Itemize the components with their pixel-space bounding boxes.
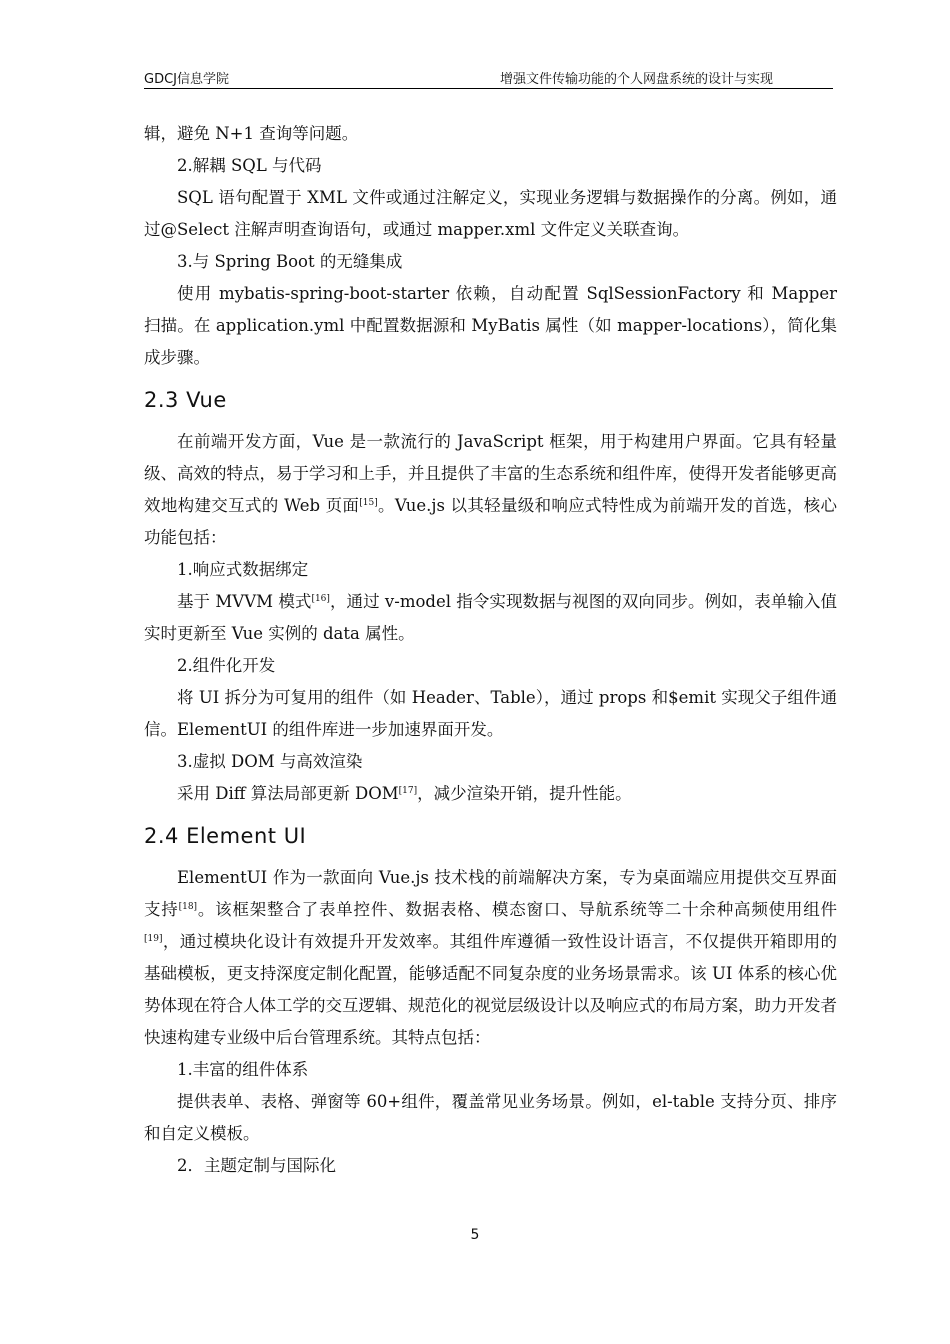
citation-17: [17] (398, 786, 418, 796)
element-text-c: ，通过模块化设计有效提升开发效率。其组件库遵循一致性设计语言，不仅提供开箱即用的基础模板，更支持深度定制化配置，能够适配不同复杂度的业务场景需求。该 UI 体系的核心优势体现在符合人体工学的交互逻辑、规范化的视觉层级设计以及响应式的布局方案，助力开发者快速构建专业级中后台管理系统。其特点包括： (144, 932, 837, 1047)
paragraph-vue-intro (144, 426, 837, 554)
list-item-spring-boot: 3.与 Spring Boot 的无缝集成 (177, 252, 403, 271)
citation-15: [15] (359, 498, 378, 508)
paragraph-components: 将 UI 拆分为可复用的组件（如 Header、Table），通过 props 和$emit 实现父子组件通信。ElementUI 的组件库进一步加速界面开发。 (144, 688, 837, 739)
element-text-a: ElementUI 作为一款面向 Vue.js 技术栈的前端解决方案，专为桌面端应用提供交互界面支持 (144, 868, 837, 919)
citation-16: [16] (311, 594, 330, 604)
mvvm-text-b: ，通过 v-model 指令实现数据与视图的双向同步。例如，表单输入值实时更新至 Vue 实例的 data 属性。 (144, 592, 837, 643)
section-heading-element-ui: 2.4 Element UI (144, 824, 307, 848)
list-item-virtual-dom: 3.虚拟 DOM 与高效渲染 (177, 752, 363, 771)
paragraph-virtual-dom (144, 778, 837, 810)
paragraph-sql-config: SQL 语句配置于 XML 文件或通过注解定义，实现业务逻辑与数据操作的分离。例如，通过@Select 注解声明查询语句，或通过 mapper.xml 文件定义关联查询。 (144, 188, 837, 239)
list-item-components: 2.组件化开发 (177, 656, 276, 675)
vue-intro-text-b: 。Vue.js 以其轻量级和响应式特性成为前端开发的首选，核心功能包括： (144, 496, 837, 547)
paragraph-mvvm (144, 586, 837, 650)
vue-intro-text-a: 在前端开发方面，Vue 是一款流行的 JavaScript 框架，用于构建用户界面。它具有轻量级、高效的特点，易于学习和上手，并且提供了丰富的生态系统和组件库，使得开发者能够更高效地构建交互式的 Web 页面 (144, 432, 837, 515)
paragraph-spring-boot: 使用 mybatis-spring-boot-starter 依赖，自动配置 SqlSessionFactory 和 Mapper 扫描。在 application.yml 中配置数据源和 MyBatis 属性（如 mapper-locations），简化集成步骤。 (144, 284, 837, 367)
list-item-theming: 2．主题定制与国际化 (177, 1156, 336, 1175)
paragraph-continuation: 辑，避免 N+1 查询等问题。 (144, 124, 359, 143)
list-item-decouple-sql: 2.解耦 SQL 与代码 (177, 156, 322, 175)
header-institution: GDCJ信息学院 (144, 72, 229, 87)
mvvm-text-a: 基于 MVVM 模式 (177, 592, 312, 611)
list-item-component-system: 1.丰富的组件体系 (177, 1060, 309, 1079)
vdom-text-b: ，减少渲染开销，提升性能。 (417, 784, 632, 803)
section-heading-vue: 2.3 Vue (144, 388, 227, 412)
document-body (144, 118, 837, 1182)
paragraph-element-ui-intro (144, 862, 837, 1054)
paragraph-component-system: 提供表单、表格、弹窗等 60+组件，覆盖常见业务场景。例如，el-table 支持分页、排序和自定义模板。 (144, 1092, 837, 1143)
page-number: 5 (470, 1227, 480, 1243)
citation-18: [18] (178, 902, 198, 912)
vdom-text-a: 采用 Diff 算法局部更新 DOM (177, 784, 399, 803)
page-header (144, 68, 833, 88)
citation-19: [19] (144, 934, 163, 944)
list-item-reactive-binding: 1.响应式数据绑定 (177, 560, 309, 579)
header-thesis-title: 增强文件传输功能的个人网盘系统的设计与实现 (499, 72, 773, 87)
element-text-b: 。该框架整合了表单控件、数据表格、模态窗口、导航系统等二十余种高频使用组件 (197, 900, 838, 919)
header-rule (144, 88, 833, 89)
